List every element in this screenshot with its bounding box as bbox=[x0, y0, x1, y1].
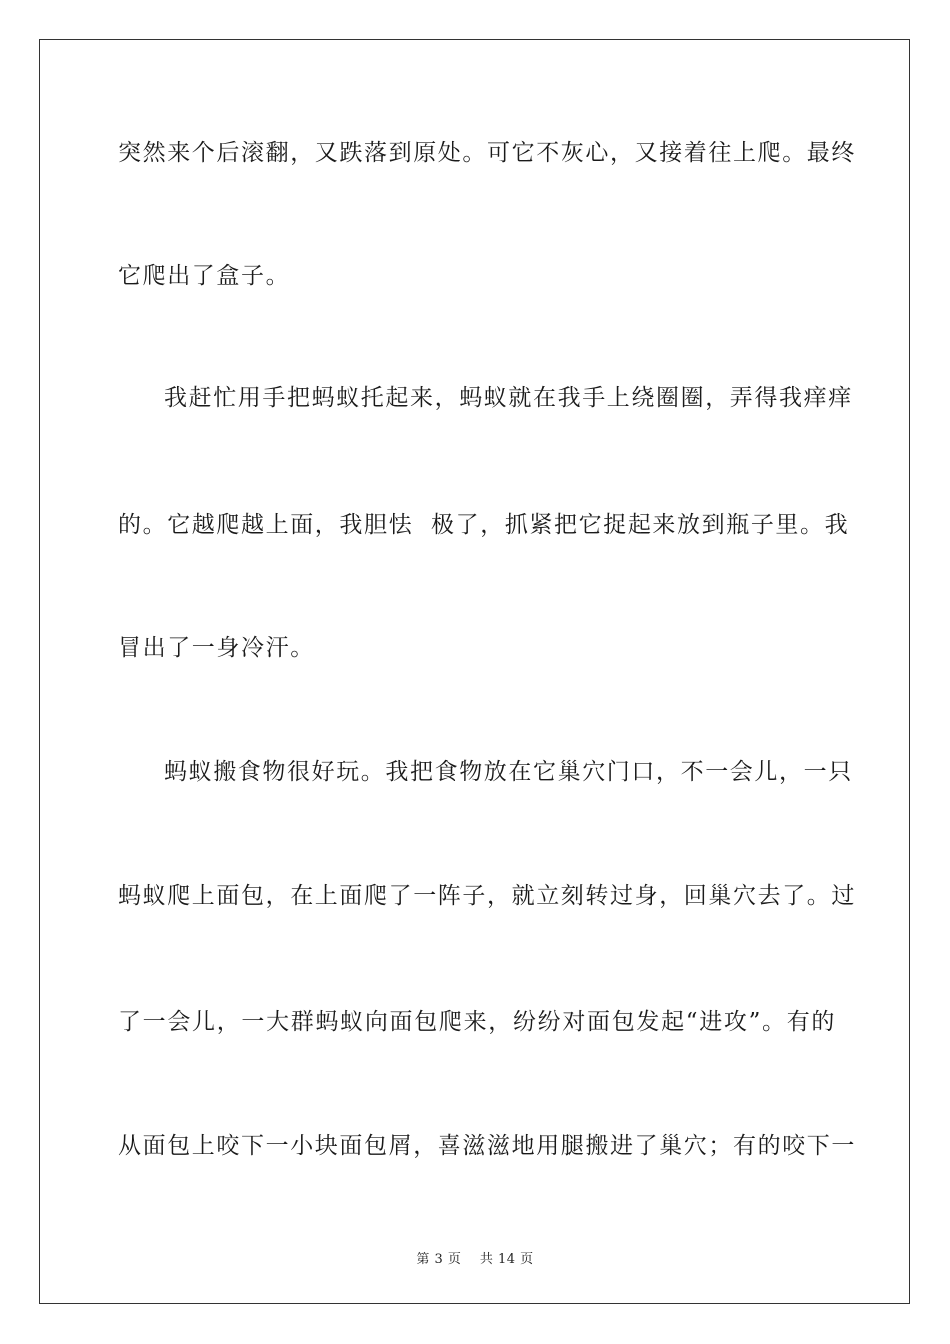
text-line-6: 蚂蚁搬食物很好玩。我把食物放在它巢穴门口，不一会儿，一只 bbox=[164, 759, 853, 785]
page-number-label: 第 3 页 共 14 页 bbox=[416, 1252, 534, 1267]
text-line-9: 从面包上咬下一小块面包屑，喜滋滋地用腿搬进了巢穴；有的咬下一 bbox=[118, 1133, 856, 1159]
text-line-2: 它爬出了盒子。 bbox=[118, 263, 291, 289]
text-line-4: 的。它越爬越上面，我胆怯 极了，抓紧把它捉起来放到瓶子里。我 bbox=[118, 512, 850, 538]
text-line-5: 冒出了一身冷汗。 bbox=[118, 635, 315, 661]
page-number-footer bbox=[0, 1248, 950, 1267]
text-line-8: 了一会儿，一大群蚂蚁向面包爬来，纷纷对面包发起“进攻”。有的 bbox=[118, 1009, 836, 1035]
text-line-7: 蚂蚁爬上面包，在上面爬了一阵子，就立刻转过身，回巢穴去了。过 bbox=[118, 883, 856, 909]
page-border bbox=[39, 39, 910, 1304]
text-line-1: 突然来个后滚翻，又跌落到原处。可它不灰心，又接着往上爬。最终 bbox=[118, 140, 856, 166]
text-line-3: 我赶忙用手把蚂蚁托起来，蚂蚁就在我手上绕圈圈，弄得我痒痒 bbox=[164, 385, 853, 411]
